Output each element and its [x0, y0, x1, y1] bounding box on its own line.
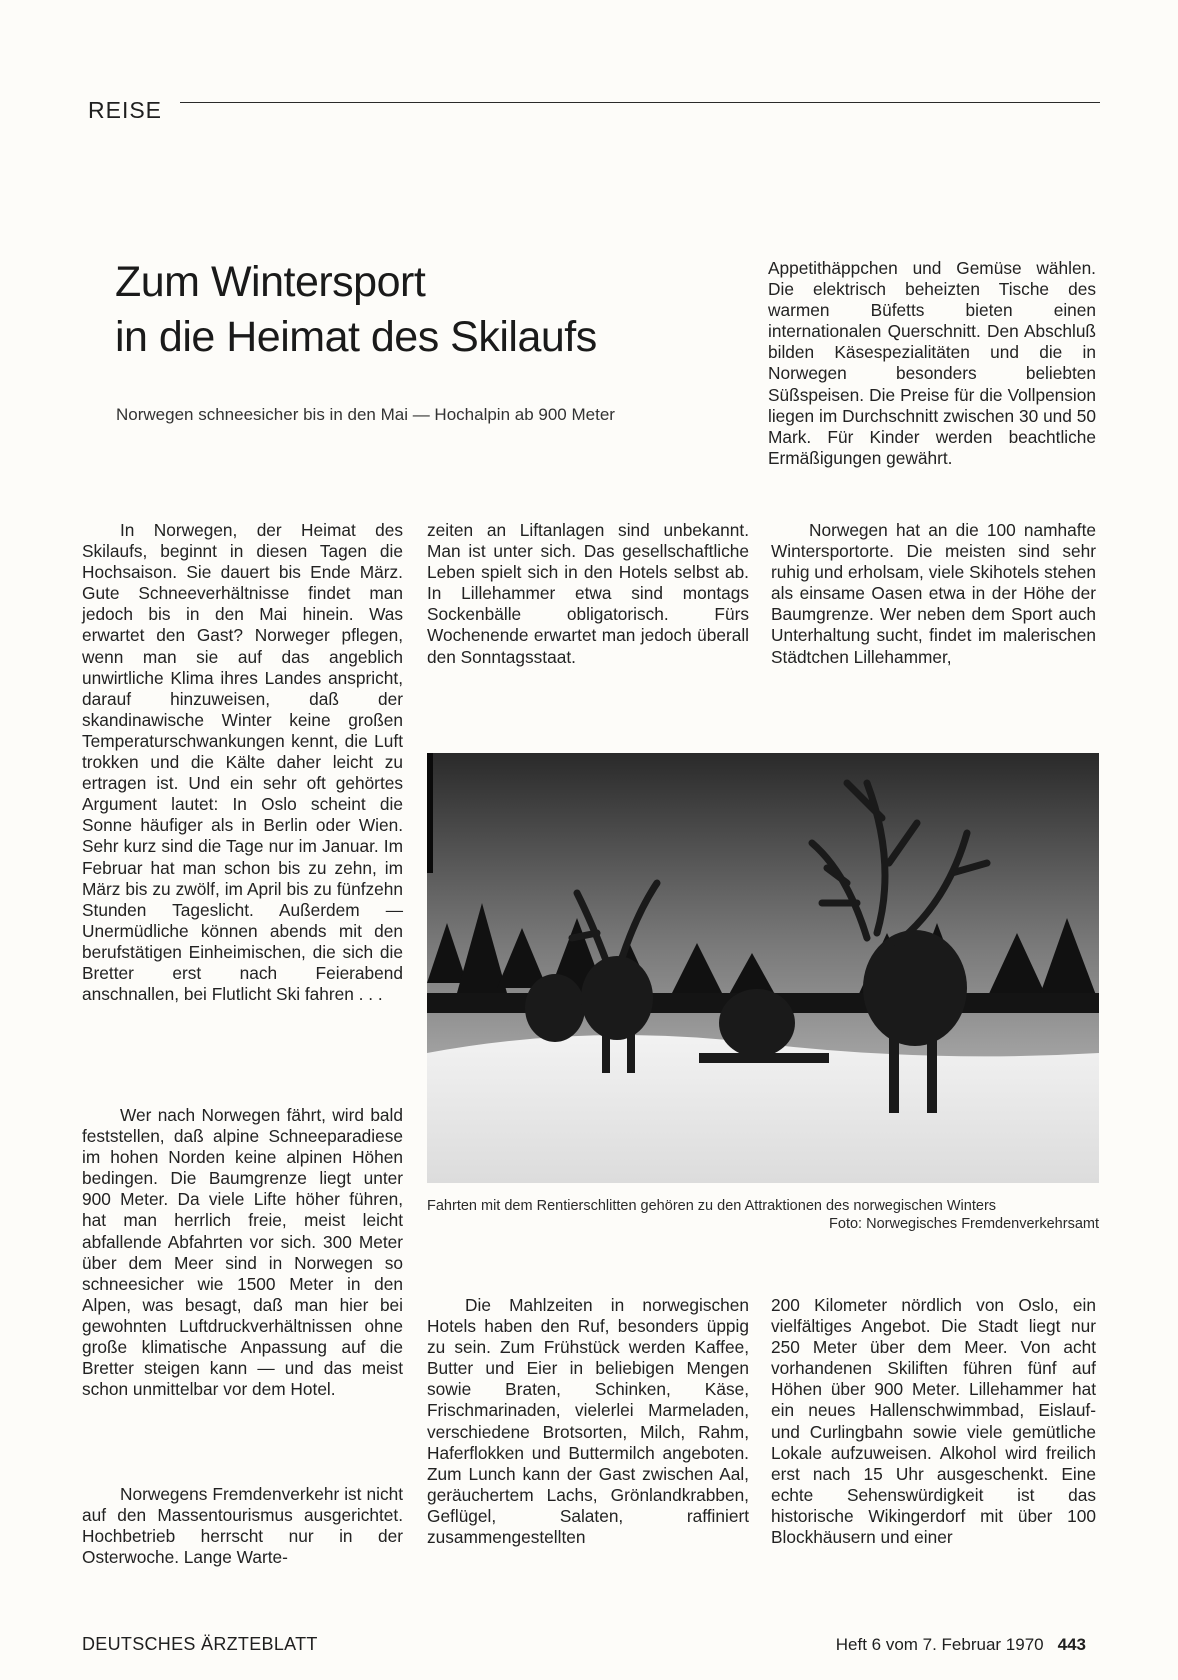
paragraph-col1-1: In Norwegen, der Heimat des Skilaufs, beginnt in diesen Tagen die Hochsaison. Sie dauert bis Ende März. Gute Schneeverhältnisse findet man jedoch bis in den Mai hinein. Was erwartet den Gast? Norweger pflegen, wenn man sie auf das angeblich unwirtliche Klima ihres Landes anspricht, darauf hinzuweisen, daß der skandinawische Winter keine großen Temperaturschwankungen kennt, die Luft trokken und die Kälte daher leicht zu ertragen ist. Und ein sehr oft gehörtes Argument lautet: In Oslo scheint die Sonne häufiger als in Berlin oder Wien. Sehr kurz sind die Tage nur im Januar. Im Februar hat man schon bis zu zehn, im März bis zu zwölf, im April bis zu fünfzehn Stunden Tageslicht. Außerdem — Unermüdliche können abends mit den berufstätigen Einheimischen, die sich die Bretter erst nach Feierabend anschnallen, bei Flutlicht Ski fahren . . .	[82, 520, 403, 1005]
publication-name: DEUTSCHES ÄRZTEBLATT	[82, 1634, 318, 1654]
article-subtitle: Norwegen schneesicher bis in den Mai — Hochalpin ab 900 Meter	[116, 405, 615, 424]
header-rule	[180, 102, 1100, 103]
paragraph-col1-2: Wer nach Norwegen fährt, wird bald feststellen, daß alpine Schneeparadiese im hohen Norden keine alpinen Höhen bedingen. Die Baumgrenze liegt unter 900 Meter. Da viele Lifte höher führen, hat man herrlich freie, meist leicht abfallende Abfahrten vor sich. 300 Meter über dem Meer sind in Norwegen so schneesicher wie 1500 Meter in den Alpen, was besagt, daß man hier bei gewohnten Luftdruckverhältnissen ohne große klimatische Anpassung auf die Bretter steigen kann — und das meist schon unmittelbar vor dem Hotel.	[82, 1105, 403, 1400]
paragraph-col3-mid: Norwegen hat an die 100 namhafte Wintersportorte. Die meisten sind sehr ruhig und erholsam, viele Skihotels stehen als einsame Oasen etwa in der Höhe der Baumgrenze. Wer neben dem Sport auch Unterhaltung sucht, findet im malerischen Städtchen Lillehammer,	[771, 520, 1096, 667]
reindeer-sleigh-photo	[427, 753, 1099, 1183]
caption-text: Fahrten mit dem Rentierschlitten gehören zu den Attraktionen des norwegischen Winters	[427, 1198, 997, 1214]
footer-issue-info	[836, 1635, 1086, 1655]
paragraph-col1-3: Norwegens Fremdenverkehr ist nicht auf den Massentourismus ausgerichtet. Hochbetrieb herrscht nur in der Osterwoche. Lange Warte-	[82, 1484, 403, 1568]
issue-date: Heft 6 vom 7. Februar 1970	[835, 1635, 1044, 1654]
photo-credit: Foto: Norwegisches Fremdenverkehrsamt	[829, 1216, 1099, 1232]
paragraph-col3-bottom: 200 Kilometer nördlich von Oslo, ein vielfältiges Angebot. Die Stadt liegt nur 250 Meter über dem Meer. Von acht vorhandenen Skiliften führen fünf auf Höhen über 900 Meter. Lillehammer hat ein neues Hallenschwimmbad, Eislauf- und Curlingbahn sowie viele gemütliche Lokale aufzuweisen. Alkohol wird freilich erst nach 15 Uhr ausgeschenkt. Eine echte Sehenswürdigkeit ist das historische Wikingerdorf mit über 100 Blockhäusern und einer	[771, 1295, 1096, 1548]
photo-caption	[427, 1197, 1099, 1232]
paragraph-col2-bottom: Die Mahlzeiten in norwegischen Hotels haben den Ruf, besonders üppig zu sein. Zum Frühstück werden Kaffee, Butter und Eier in beliebigen Mengen sowie Braten, Schinken, Käse, Frischmarinaden, vielerlei Marmeladen, verschiedene Brotsorten, Milch, Rahm, Haferflokken und Buttermilch angeboten. Zum Lunch kann der Gast zwischen Aal, geräuchertem Lachs, Grönlandkrabben, Geflügel, Salaten, raffiniert zusammengestellten	[427, 1295, 749, 1548]
article-title	[115, 255, 597, 365]
paragraph-col2-top: zeiten an Liftanlagen sind unbekannt. Man ist unter sich. Das gesellschaftliche Leben spielt sich in den Hotels selbst ab. In Lillehammer etwa sind montags Sockenbälle obligatorisch. Fürs Wochenende erwartet man jedoch überall den Sonntagsstaat.	[427, 520, 749, 667]
title-line-1: Zum Wintersport	[115, 258, 426, 306]
paragraph-col3-top: Appetithäppchen und Gemüse wählen. Die elektrisch beheizten Tische des warmen Büfetts bieten einen internationalen Querschnitt. Den Abschluß bilden Käsespezialitäten und die in Norwegen besonders beliebten Süßspeisen. Die Preise für die Vollpension liegen im Durchschnitt zwischen 30 und 50 Mark. Für Kinder werden beachtliche Ermäßigungen gewährt.	[768, 258, 1096, 468]
title-line-2: in die Heimat des Skilaufs	[115, 313, 597, 361]
section-label: REISE	[88, 97, 163, 123]
page-number: 443	[1057, 1635, 1086, 1654]
